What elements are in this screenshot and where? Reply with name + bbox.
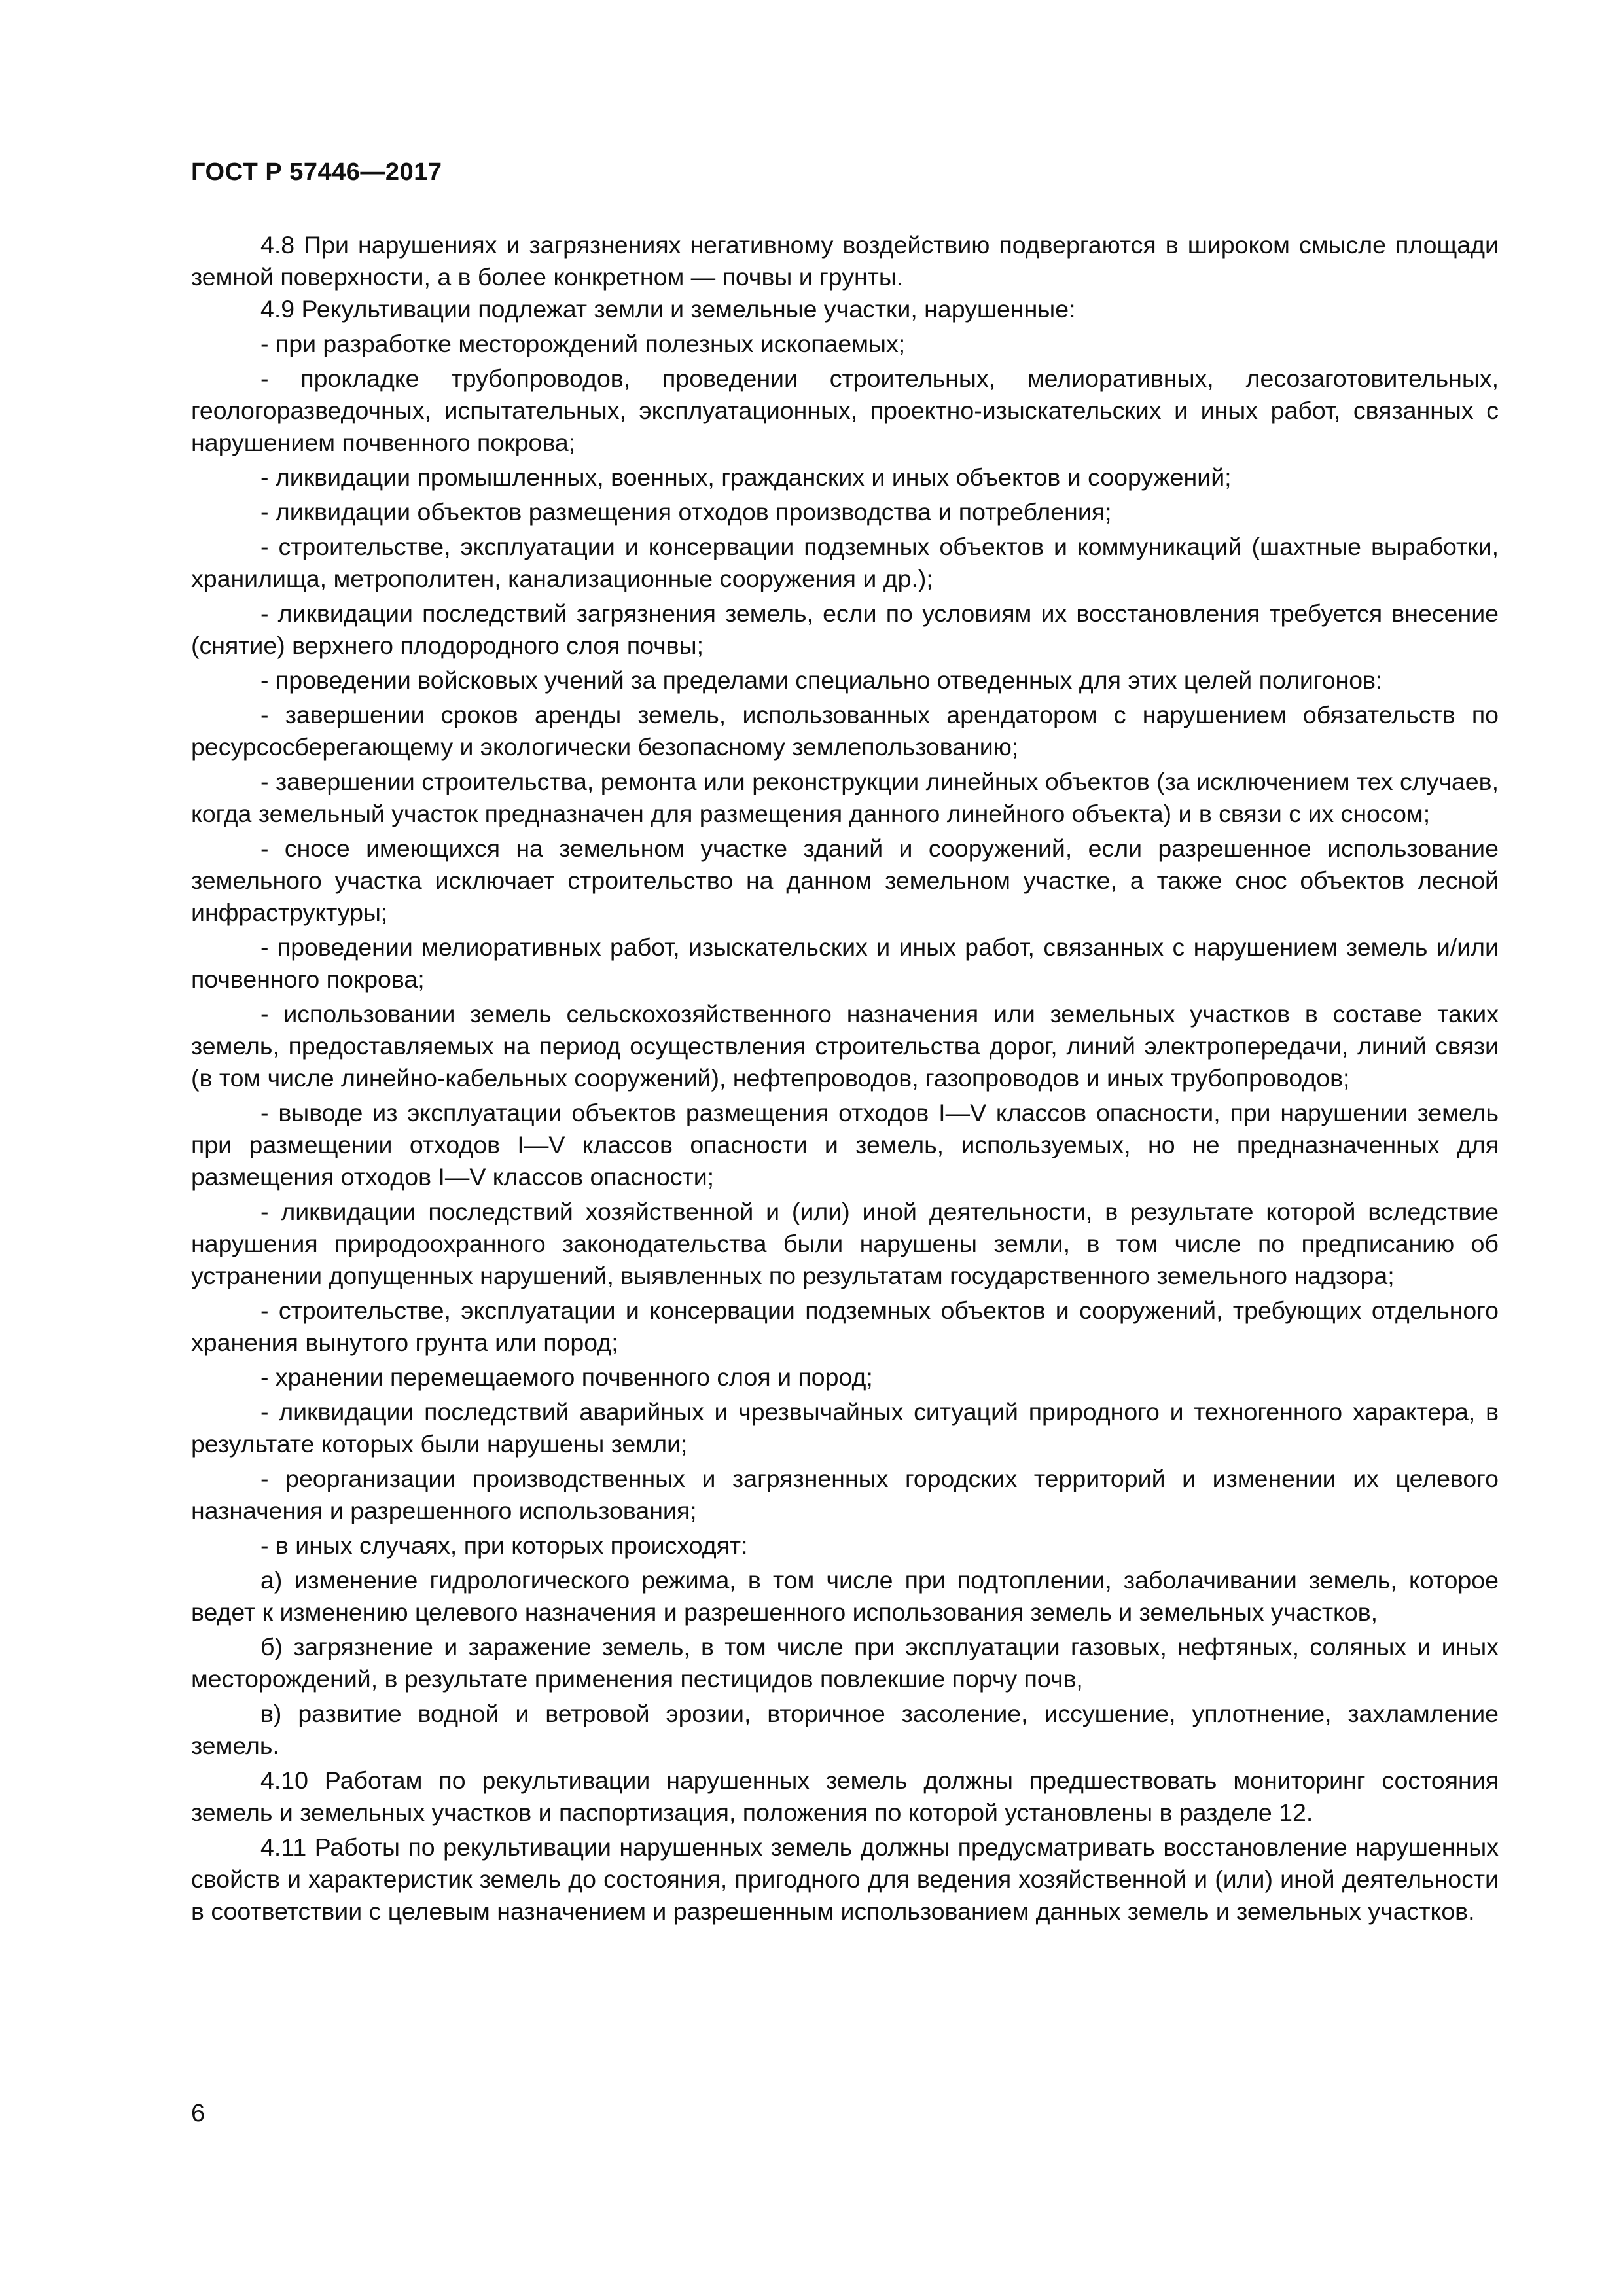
list-item: - хранении перемещаемого почвенного слоя и пород; — [260, 1363, 873, 1391]
sub-item-a: а) изменение гидрологического режима, в том числе при подтоплении, заболачивании земель, которое ведет к изменению целевого назначения и разрешенного использования земель и земельных участков, — [191, 1566, 1499, 1626]
list-item: - в иных случаях, при которых происходят: — [260, 1532, 748, 1559]
list-item: - ликвидации последствий аварийных и чрезвычайных ситуаций природного и техногенного характера, в результате которых были нарушены земли; — [191, 1398, 1499, 1458]
list-item: - выводе из эксплуатации объектов размещения отходов I—V классов опасности, при нарушении земель при размещении отходов I—V классов опасности и земель, используемых, но не предназначенных для размещения отходов I—V классов опасности; — [191, 1099, 1499, 1191]
list-item: - прокладке трубопроводов, проведении строительных, мелиоративных, лесозаготовительных, геологоразведочных, испытательных, эксплуатационных, проектно-изыскательских и иных работ, связанных с нарушением почвенного покрова; — [191, 365, 1499, 456]
list-item: - ликвидации объектов размещения отходов производства и потребления; — [260, 498, 1112, 526]
list-item: - использовании земель сельскохозяйственного назначения или земельных участков в составе таких земель, предоставляемых на период осуществления строительства дорог, линий электропередачи, линий связи (в том числе линейно-кабельных сооружений), нефтепроводов, газопроводов и иных трубопроводов; — [191, 1000, 1499, 1092]
list-item: - проведении мелиоративных работ, изыскательских и иных работ, связанных с нарушением земель и/или почвенного покрова; — [191, 933, 1499, 993]
paragraph-4-8: 4.8 При нарушениях и загрязнениях негативному воздействию подвергаются в широком смысле площади земной поверхности, а в более конкретном — почвы и грунты. — [191, 231, 1499, 291]
list-item: - реорганизации производственных и загрязненных городских территорий и изменении их целевого назначения и разрешенного использования; — [191, 1465, 1499, 1524]
paragraph-4-11: 4.11 Работы по рекультивации нарушенных земель должны предусматривать восстановление нарушенных свойств и характеристик земель до состояния, пригодного для ведения хозяйственной и (или) иной деятельности в соответствии с целевым назначением и разрешенным использованием данных земель и земельных участков. — [191, 1833, 1499, 1925]
document-body — [191, 229, 1499, 1928]
sub-item-b: б) загрязнение и заражение земель, в том числе при эксплуатации газовых, нефтяных, соляных и иных месторождений, в результате применения пестицидов повлекшие порчу почв, — [191, 1633, 1499, 1693]
page-number: 6 — [191, 2100, 205, 2127]
list-item: - завершении строительства, ремонта или реконструкции линейных объектов (за исключением тех случаев, когда земельный участок предназначен для размещения данного линейного объекта) и в связи с их сносом; — [191, 768, 1499, 827]
list-item: - строительстве, эксплуатации и консервации подземных объектов и сооружений, требующих отдельного хранения вынутого грунта или пород; — [191, 1297, 1499, 1356]
list-item: - завершении сроков аренды земель, использованных арендатором с нарушением обязательств по ресурсосберегающему и экологически безопасному землепользованию; — [191, 701, 1499, 761]
sub-item-c: в) развитие водной и ветровой эрозии, вторичное засоление, иссушение, уплотнение, захламление земель. — [191, 1700, 1499, 1759]
list-item: - ликвидации последствий загрязнения земель, если по условиям их восстановления требуется внесение (снятие) верхнего плодородного слоя почвы; — [191, 600, 1499, 659]
list-item: - сносе имеющихся на земельном участке зданий и сооружений, если разрешенное использование земельного участка исключает строительство на данном земельном участке, а также снос объектов лесной инфраструктуры; — [191, 834, 1499, 926]
list-item: - ликвидации промышленных, военных, гражданских и иных объектов и сооружений; — [260, 463, 1232, 491]
paragraph-4-10: 4.10 Работам по рекультивации нарушенных земель должны предшествовать мониторинг состояния земель и земельных участков и паспортизация, положения по которой установлены в разделе 12. — [191, 1767, 1499, 1826]
list-item: - проведении войсковых учений за пределами специально отведенных для этих целей полигонов: — [260, 666, 1383, 694]
list-item: - строительстве, эксплуатации и консервации подземных объектов и коммуникаций (шахтные выработки, хранилища, метрополитен, канализационные сооружения и др.); — [191, 533, 1499, 592]
list-item: - ликвидации последствий хозяйственной и (или) иной деятельности, в результате которой вследствие нарушения природоохранного законодательства были нарушены земли, в том числе по предписанию об устранении допущенных нарушений, выявленных по результатам государственного земельного надзора; — [191, 1198, 1499, 1289]
paragraph-4-9: 4.9 Рекультивации подлежат земли и земельные участки, нарушенные: — [260, 295, 1076, 323]
list-item: - при разработке месторождений полезных ископаемых; — [260, 330, 906, 357]
document-header: ГОСТ Р 57446—2017 — [191, 158, 442, 186]
